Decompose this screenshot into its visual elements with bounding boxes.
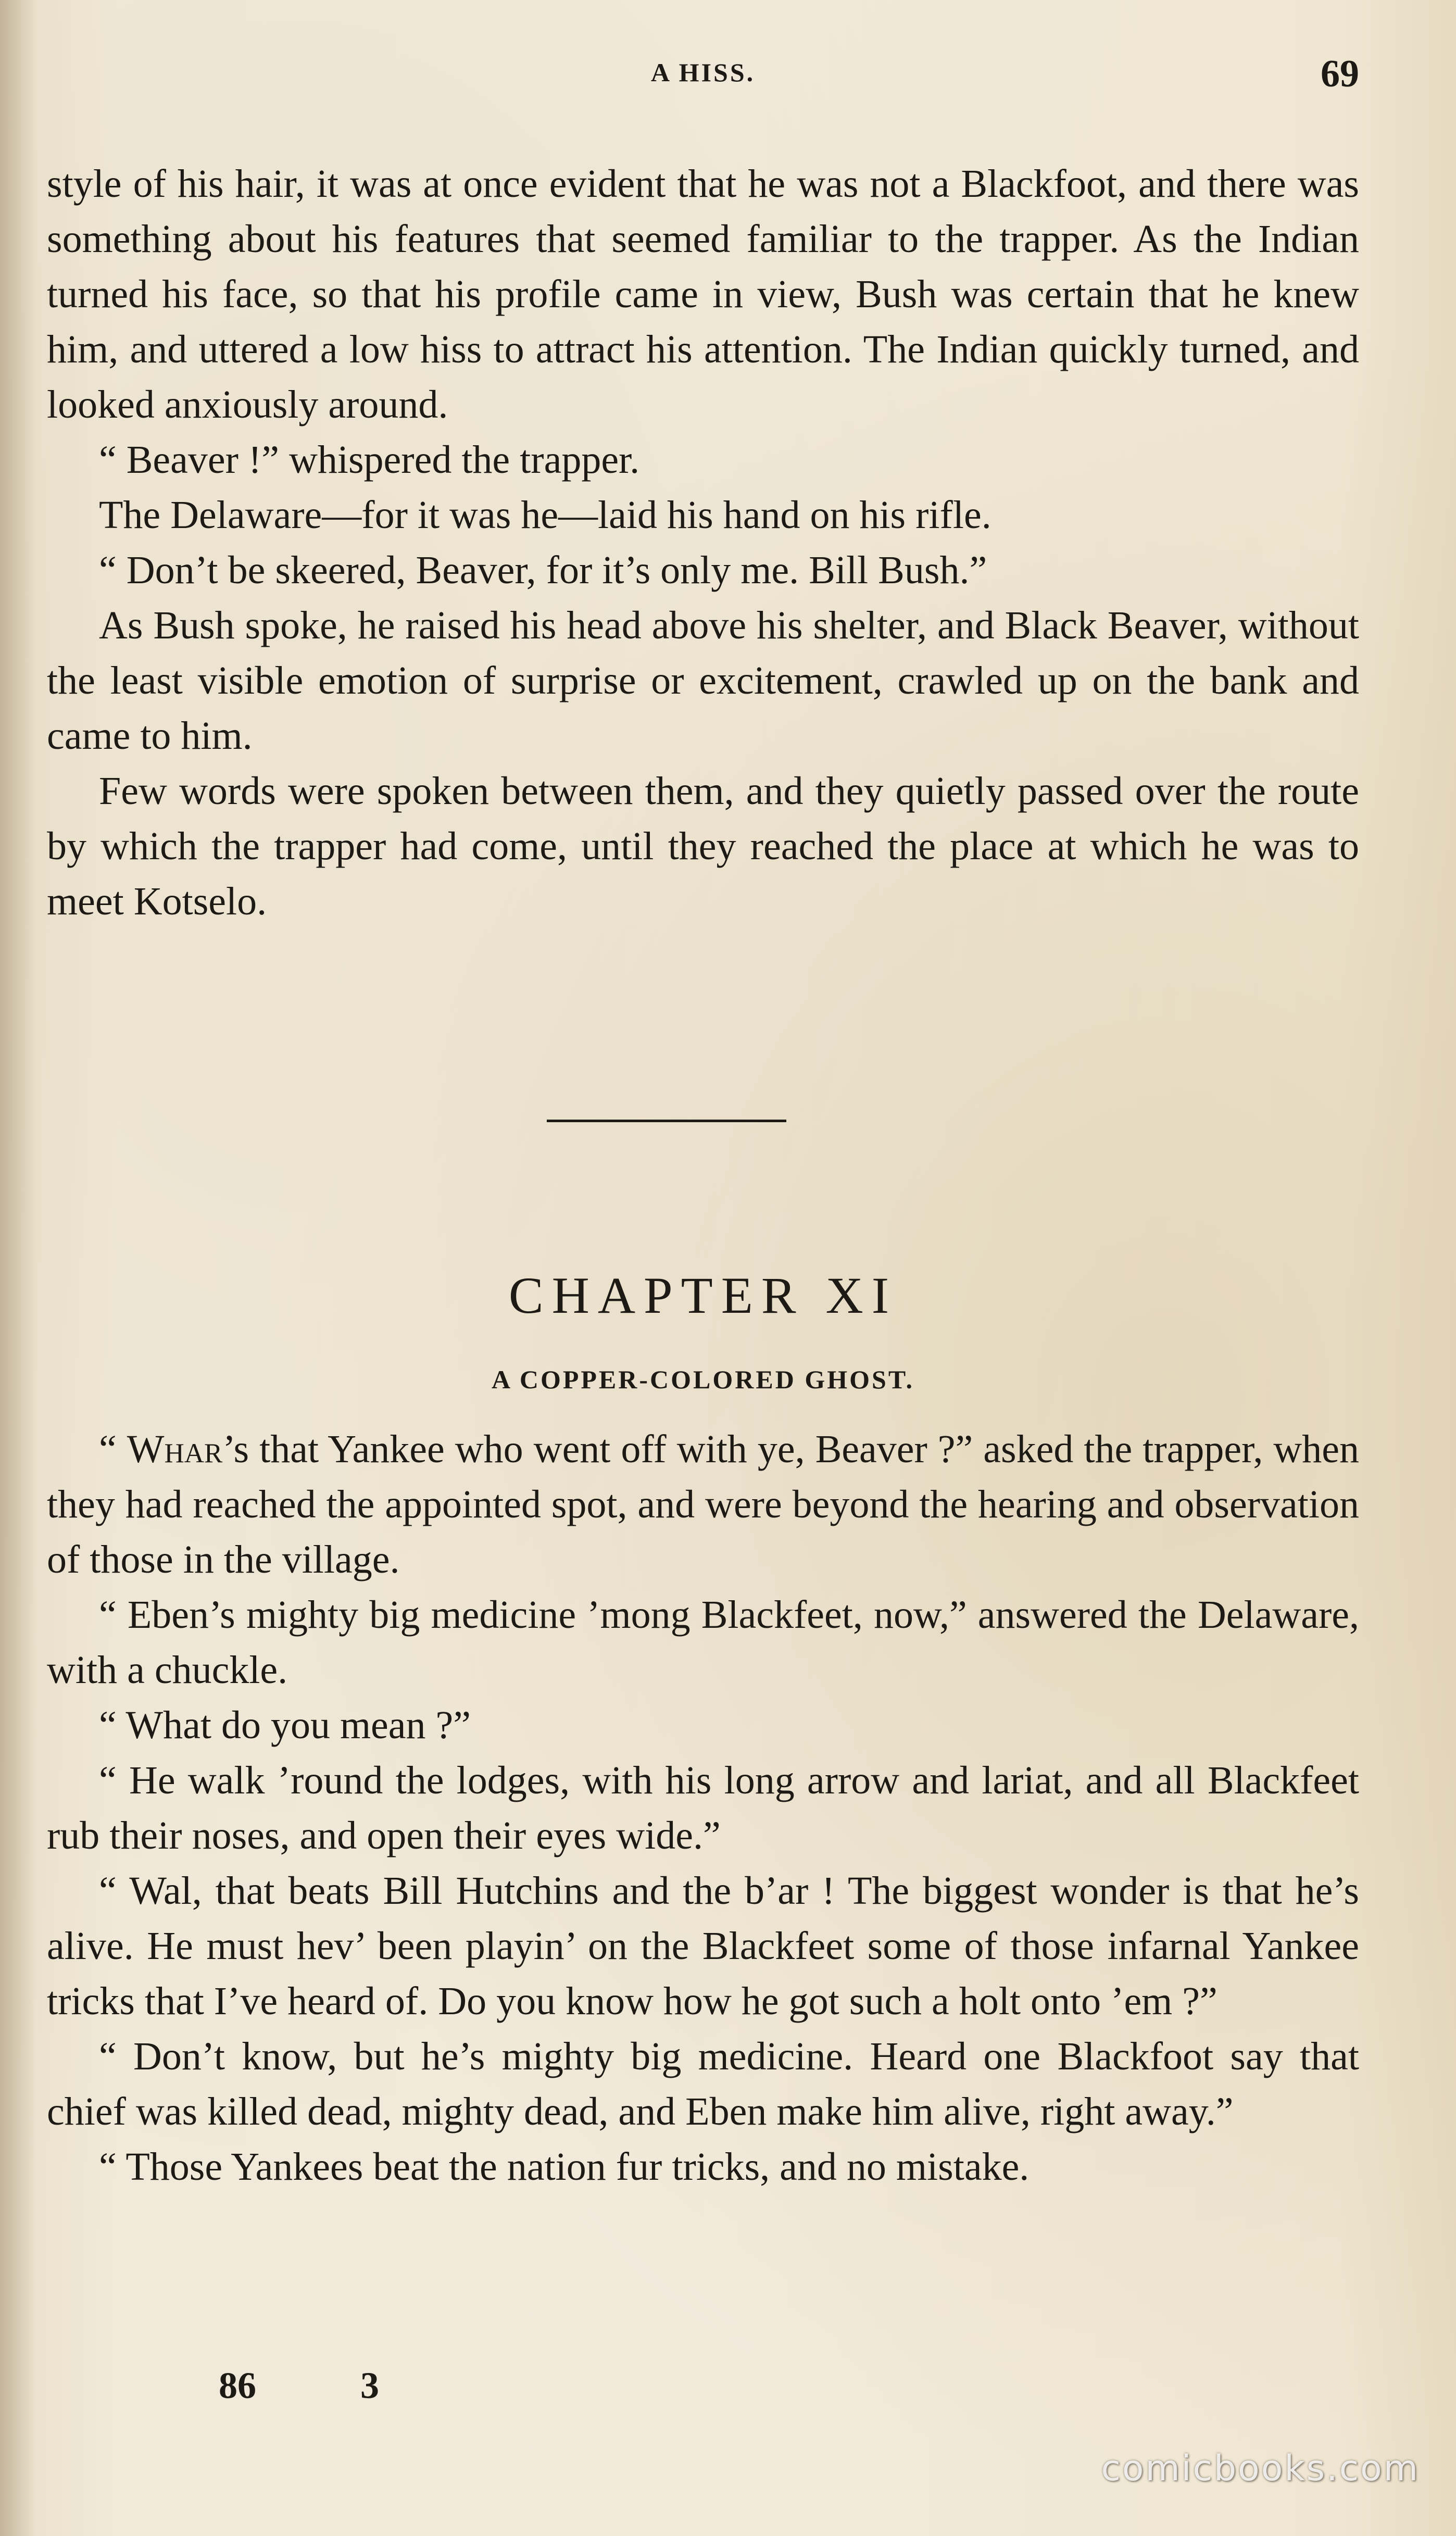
paragraph: As Bush spoke, he raised his head above his shelter, and Black Beaver, without the least visible emotion of surprise or excitement, crawled up on the bank and came to him. <box>47 604 1359 758</box>
watermark: comicbooks.com <box>1101 2448 1420 2489</box>
paragraph: style of his hair, it was at once evident that he was not a Blackfoot, and there was something about his features that seemed familiar to the trapper. As the Indian turned his face, so that his profile came in view, Bush was certain that he knew him, and uttered a low hiss to attract his attention. The Indian quickly turned, and looked anxiously around. <box>47 162 1359 426</box>
section-divider-rule <box>547 1120 786 1122</box>
opening-word: Whar <box>127 1427 223 1471</box>
paragraph: “ What do you mean ?” <box>99 1703 471 1747</box>
paragraph: The Delaware—for it was he—laid his hand on his rifle. <box>99 493 991 537</box>
paragraph-opening: “ Whar’s that Yankee who went off with ye, Beaver ?” asked the trapper, when they had reached the appointed spot, and were beyond the hearing and observation of those in the village. <box>47 1427 1360 1581</box>
paragraph: “ He walk ’round the lodges, with his long arrow and lariat, and all Blackfeet rub their noses, and open their eyes wide.” <box>47 1759 1359 1857</box>
paragraph: “ Beaver !” whispered the trapper. <box>99 438 640 482</box>
paragraph: “ Don’t be skeered, Beaver, for it’s only me. Bill Bush.” <box>99 548 987 592</box>
paragraph: “ Those Yankees beat the nation fur tricks, and no mistake. <box>99 2145 1030 2189</box>
paragraph: Few words were spoken between them, and they quietly passed over the route by which the trapper had come, until they reached the place at which he was to meet Kotselo. <box>47 769 1359 923</box>
section-two <box>47 1422 1359 2194</box>
running-title: A HISS. <box>650 58 756 87</box>
paragraph: “ Eben’s mighty big medicine ’mong Blackfeet, now,” answered the Delaware, with a chuckle. <box>47 1593 1359 1692</box>
paragraph: “ Don’t know, but he’s mighty big medicine. Heard one Blackfoot say that chief was killed dead, mighty dead, and Eben make him alive, right away.” <box>47 2035 1359 2133</box>
page-number: 69 <box>1321 53 1359 95</box>
chapter-subtitle: A COPPER-COLORED GHOST. <box>492 1365 914 1394</box>
signature-number: 86 <box>219 2365 256 2406</box>
paragraph: “ Wal, that beats Bill Hutchins and the b’ar ! The biggest wonder is that he’s alive. He must hev’ been playin’ on the Blackfeet some of those infarnal Yankee tricks that I’ve heard of. Do you know how he got such a holt onto ’em ?” <box>47 1869 1359 2023</box>
signature-marks <box>219 2364 483 2407</box>
spine-shadow <box>0 0 36 2536</box>
section-one <box>47 156 1359 929</box>
page-header <box>47 52 1359 115</box>
opening-paragraph-text: ’s that Yankee who went off with ye, Beaver ?” asked the trapper, when they had reached the appointed spot, and were beyond the hearing and observation of those in the village. <box>47 1427 1360 1581</box>
chapter-title: CHAPTER XI <box>508 1266 898 1324</box>
signature-mark: 3 <box>360 2365 379 2406</box>
